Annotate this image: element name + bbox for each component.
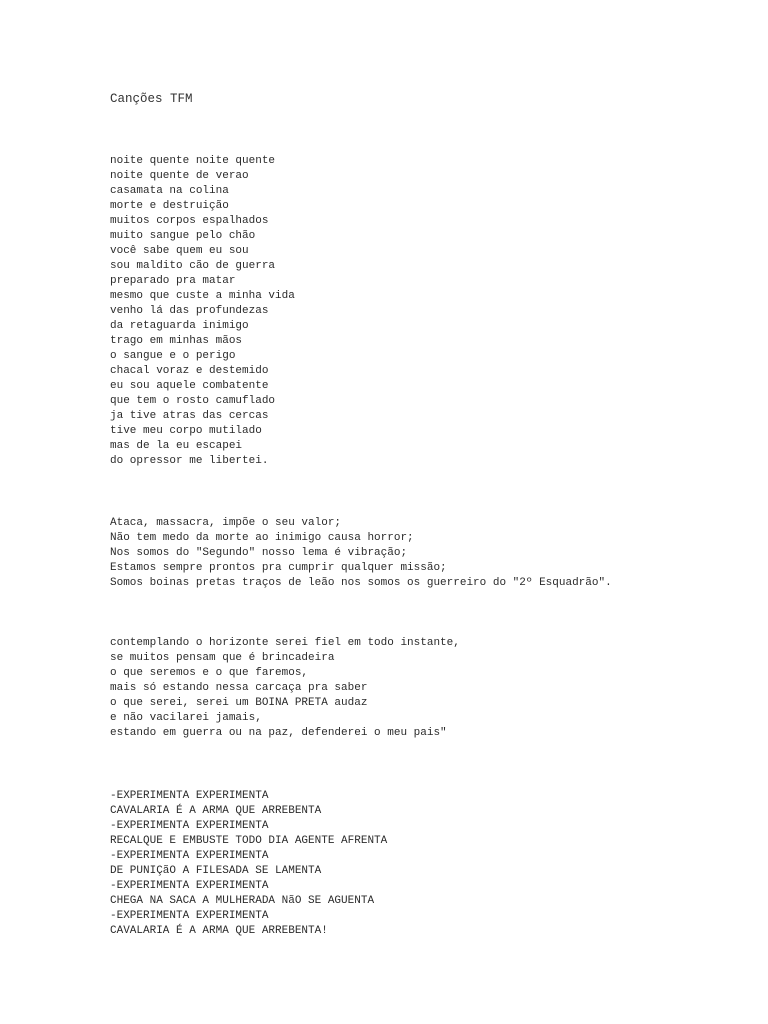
verse-line: mesmo que custe a minha vida [110,290,295,302]
stanza-1 [110,154,295,469]
verse-line: preparado pra matar [110,275,236,287]
verse-line: Estamos sempre prontos pra cumprir qualquer missão; [110,562,447,574]
stanza-3 [110,636,460,741]
verse-line: o sangue e o perigo [110,350,236,362]
verse-line: ja tive atras das cercas [110,410,269,422]
verse-line: morte e destruição [110,200,229,212]
verse-line: tive meu corpo mutilado [110,425,262,437]
verse-line: CHEGA NA SACA A MULHERADA NãO SE AGUENTA [110,895,375,907]
verse-line: chacal voraz e destemido [110,365,269,377]
verse-line: mais só estando nessa carcaça pra saber [110,682,368,694]
verse-line: -EXPERIMENTA EXPERIMENTA [110,850,269,862]
verse-line: trago em minhas mãos [110,335,243,347]
verse-line: o que seremos e o que faremos, [110,667,309,679]
verse-line: muito sangue pelo chão [110,230,256,242]
verse-line: contemplando o horizonte serei fiel em todo instante, [110,637,460,649]
verse-line: -EXPERIMENTA EXPERIMENTA [110,790,269,802]
verse-line: DE PUNIÇãO A FILESADA SE LAMENTA [110,865,322,877]
verse-line: -EXPERIMENTA EXPERIMENTA [110,910,269,922]
verse-line: Nos somos do "Segundo" nosso lema é vibração; [110,547,408,559]
verse-line: -EXPERIMENTA EXPERIMENTA [110,820,269,832]
verse-line: e não vacilarei jamais, [110,712,262,724]
verse-line: mas de la eu escapei [110,440,243,452]
verse-line: casamata na colina [110,185,229,197]
verse-line: venho lá das profundezas [110,305,269,317]
verse-line: eu sou aquele combatente [110,380,269,392]
verse-line: CAVALARIA É A ARMA QUE ARREBENTA [110,805,322,817]
verse-line: se muitos pensam que é brincadeira [110,652,335,664]
stanza-4 [110,789,387,939]
verse-line: noite quente de verao [110,170,249,182]
verse-line: você sabe quem eu sou [110,245,249,257]
verse-line: -EXPERIMENTA EXPERIMENTA [110,880,269,892]
verse-line: estando em guerra ou na paz, defenderei o meu pais" [110,727,447,739]
verse-line: Ataca, massacra, impõe o seu valor; [110,517,342,529]
verse-line: da retaguarda inimigo [110,320,249,332]
stanza-2 [110,516,612,591]
verse-line: RECALQUE E EMBUSTE TODO DIA AGENTE AFRENTA [110,835,388,847]
verse-line: o que serei, serei um BOINA PRETA audaz [110,697,368,709]
document-title: Canções TFM [110,92,193,106]
verse-line: muitos corpos espalhados [110,215,269,227]
verse-line: sou maldito cão de guerra [110,260,276,272]
verse-line: Não tem medo da morte ao inimigo causa horror; [110,532,414,544]
verse-line: que tem o rosto camuflado [110,395,276,407]
verse-line: do opressor me libertei. [110,455,269,467]
verse-line: noite quente noite quente [110,155,276,167]
verse-line: CAVALARIA É A ARMA QUE ARREBENTA! [110,925,328,937]
verse-line: Somos boinas pretas traços de leão nos somos os guerreiro do "2º Esquadrão". [110,577,612,589]
